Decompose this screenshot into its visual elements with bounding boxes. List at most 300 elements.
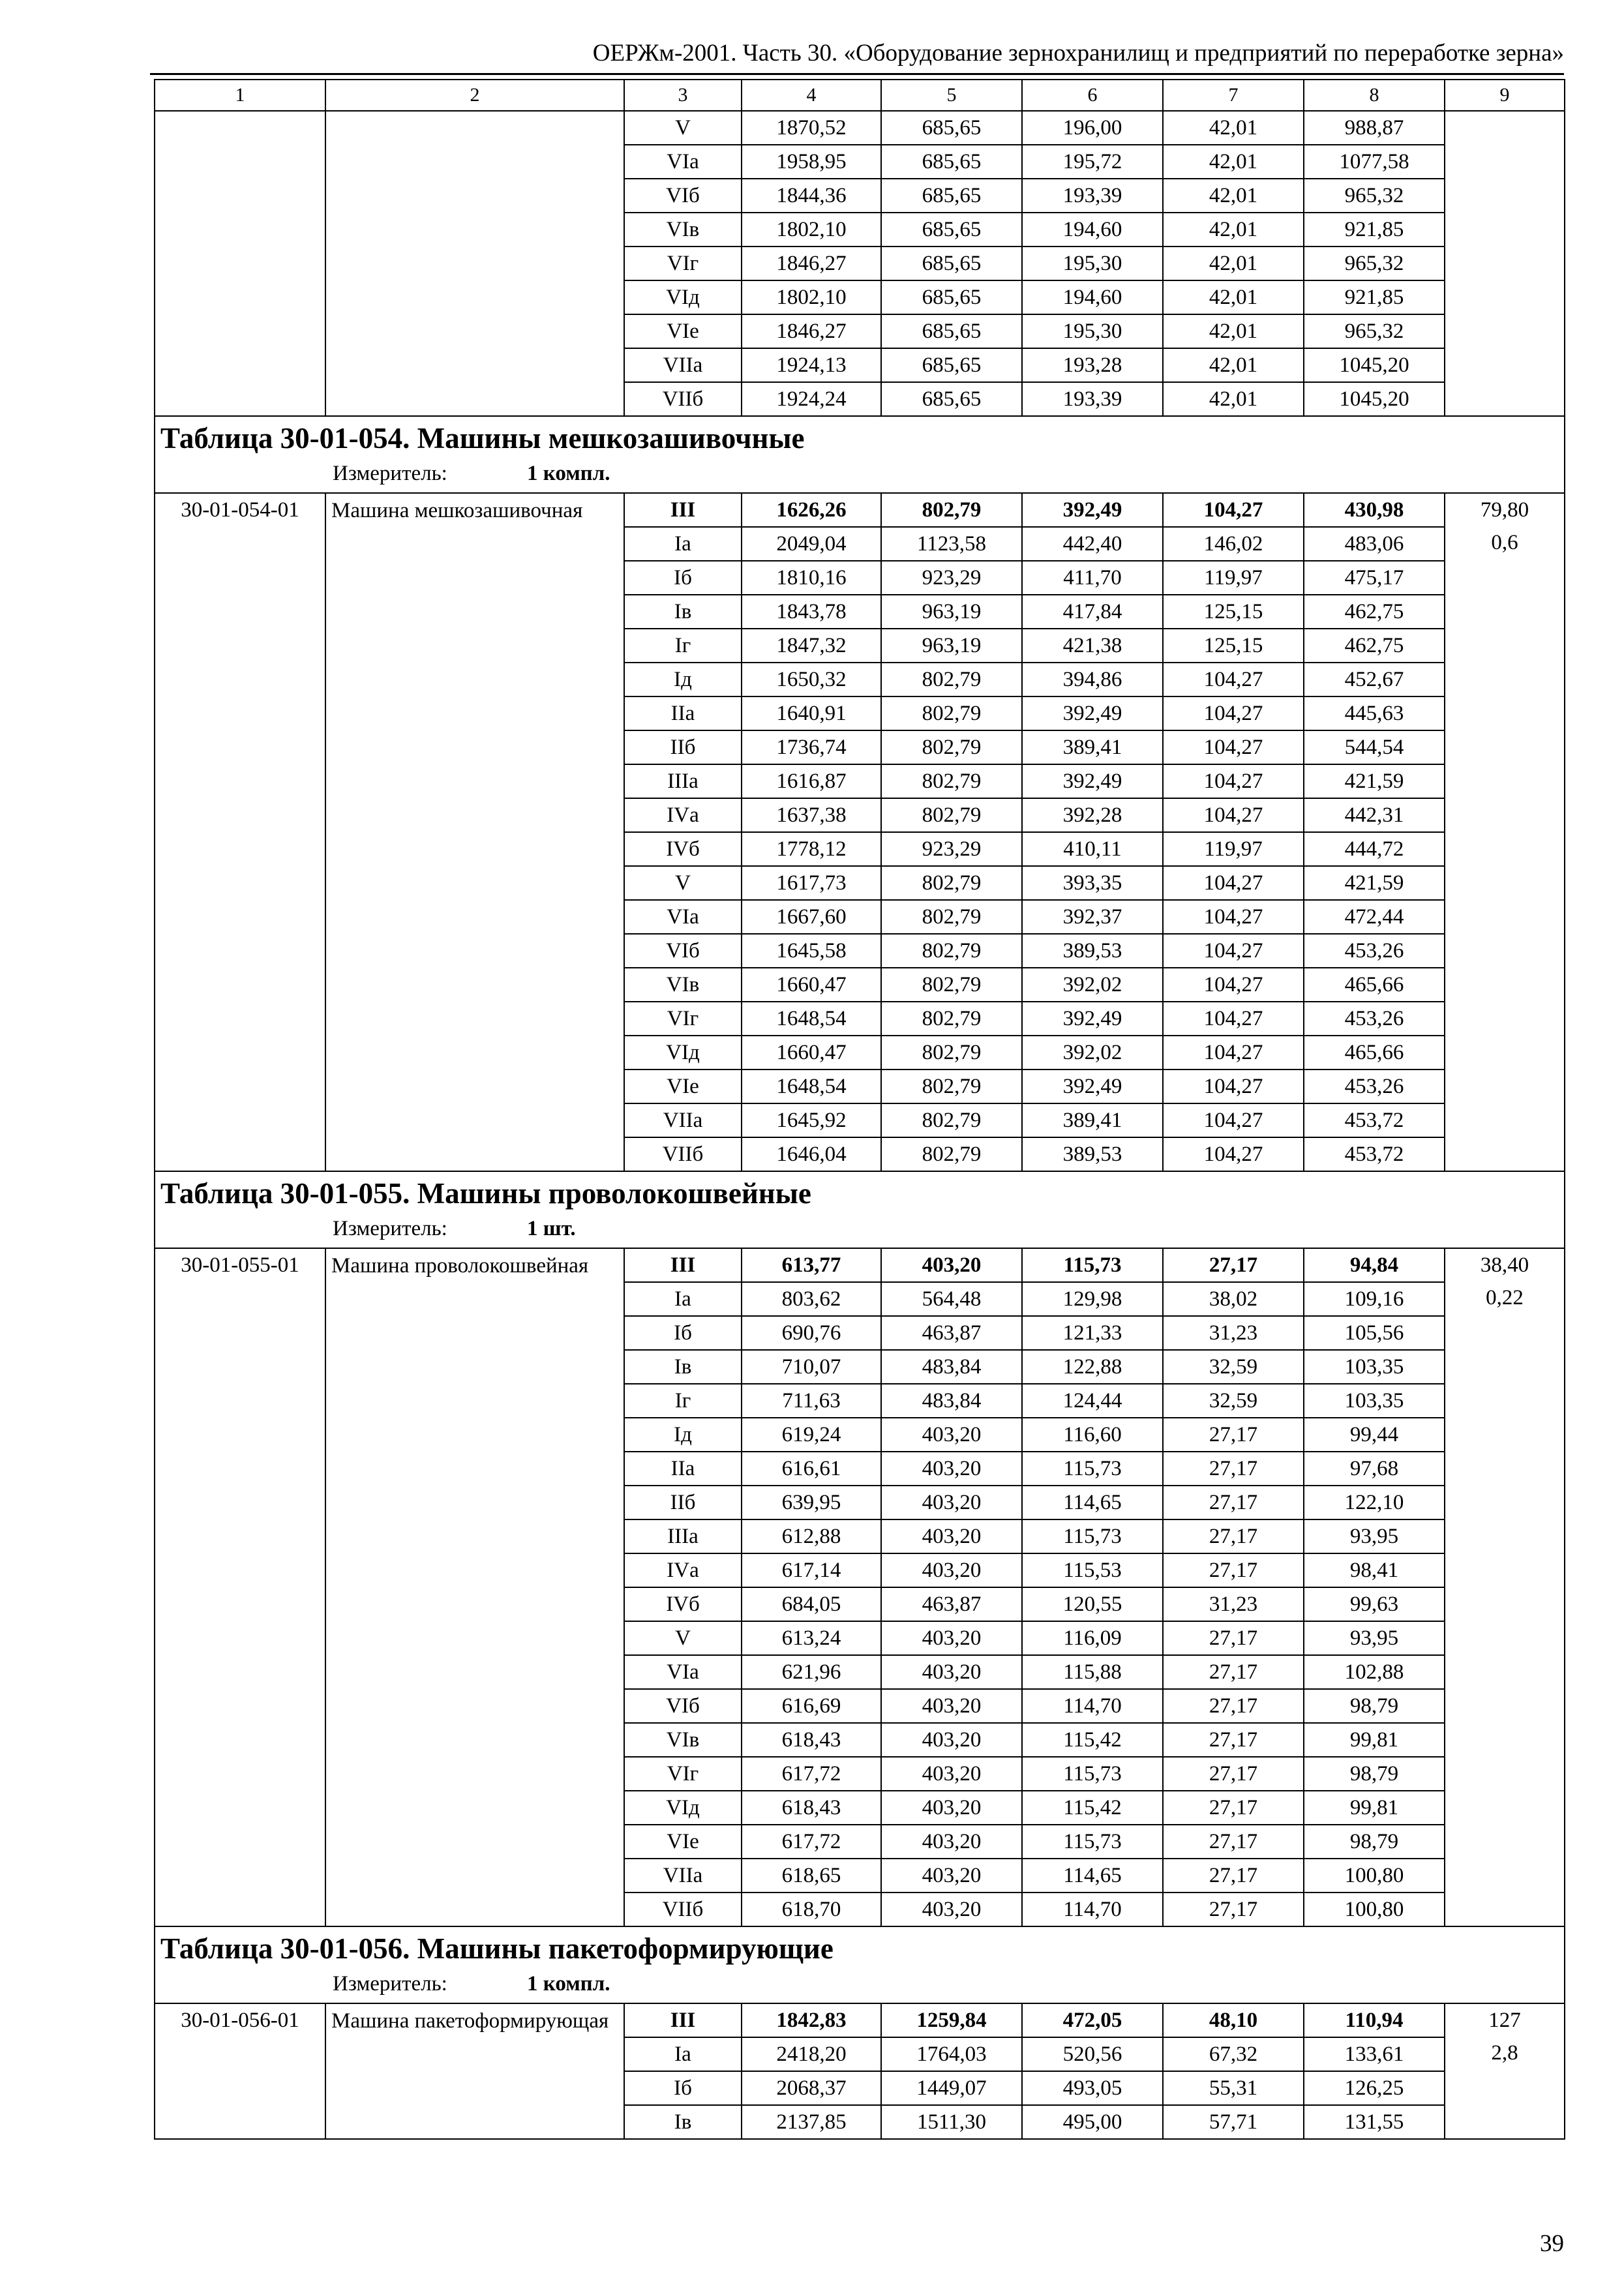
- value-cell: 617,72: [742, 1825, 881, 1859]
- unit-line: [160, 458, 1559, 488]
- value-cell: 104,27: [1163, 764, 1304, 798]
- value-cell: 453,26: [1304, 934, 1445, 968]
- value-cell: 430,98: [1304, 493, 1445, 527]
- unit-value: 1 шт.: [527, 1217, 576, 1240]
- value-cell: 193,28: [1022, 348, 1163, 382]
- value-cell: 392,49: [1022, 493, 1163, 527]
- value-cell: 639,95: [742, 1486, 881, 1519]
- column-number: 3: [624, 80, 742, 111]
- value-cell: 403,20: [881, 1757, 1022, 1791]
- value-cell: 57,71: [1163, 2105, 1304, 2139]
- section-title: Таблица 30-01-054. Машины мешкозашивочные: [160, 422, 805, 455]
- value-cell: 403,20: [881, 1418, 1022, 1452]
- value-cell: 1045,20: [1304, 348, 1445, 382]
- value-cell: 1778,12: [742, 832, 881, 866]
- value-cell: 120,55: [1022, 1587, 1163, 1621]
- value-cell: 495,00: [1022, 2105, 1163, 2139]
- zone-cell: VIб: [624, 179, 742, 213]
- value-cell: 97,68: [1304, 1452, 1445, 1486]
- zone-cell: IVб: [624, 1587, 742, 1621]
- value-cell: 802,79: [881, 663, 1022, 696]
- value-cell: 1617,73: [742, 866, 881, 900]
- value-cell: 27,17: [1163, 1757, 1304, 1791]
- col9-value: 38,40: [1480, 1253, 1529, 1277]
- value-cell: 103,35: [1304, 1384, 1445, 1418]
- value-cell: 465,66: [1304, 968, 1445, 1002]
- value-cell: 802,79: [881, 493, 1022, 527]
- value-cell: 963,19: [881, 595, 1022, 629]
- value-cell: 403,20: [881, 1825, 1022, 1859]
- value-cell: 690,76: [742, 1316, 881, 1350]
- value-cell: 1646,04: [742, 1137, 881, 1171]
- unit-line: [160, 1214, 1559, 1244]
- value-cell: 126,25: [1304, 2071, 1445, 2105]
- value-cell: 389,53: [1022, 934, 1163, 968]
- value-cell: 115,73: [1022, 1757, 1163, 1791]
- zone-cell: Iг: [624, 629, 742, 663]
- value-cell: 122,88: [1022, 1350, 1163, 1384]
- value-cell: 194,60: [1022, 213, 1163, 247]
- zone-cell: Iб: [624, 1316, 742, 1350]
- value-cell: 1667,60: [742, 900, 881, 934]
- section-header-row: [155, 416, 1565, 493]
- zone-cell: III: [624, 493, 742, 527]
- value-cell: 104,27: [1163, 798, 1304, 832]
- value-cell: 131,55: [1304, 2105, 1445, 2139]
- value-cell: 104,27: [1163, 696, 1304, 730]
- zone-cell: VIб: [624, 934, 742, 968]
- item-name: Машина проволокошвейная: [325, 1248, 624, 1926]
- value-cell: 27,17: [1163, 1723, 1304, 1757]
- value-cell: 104,27: [1163, 1137, 1304, 1171]
- value-cell: 27,17: [1163, 1452, 1304, 1486]
- rate-code: 30-01-054-01: [155, 493, 325, 1171]
- value-cell: 42,01: [1163, 314, 1304, 348]
- value-cell: 27,17: [1163, 1248, 1304, 1282]
- value-cell: 392,02: [1022, 968, 1163, 1002]
- zone-cell: VIа: [624, 900, 742, 934]
- value-cell: 115,42: [1022, 1723, 1163, 1757]
- value-cell: 403,20: [881, 1452, 1022, 1486]
- value-cell: 463,87: [881, 1316, 1022, 1350]
- value-cell: 1045,20: [1304, 382, 1445, 416]
- zone-cell: VIе: [624, 314, 742, 348]
- value-cell: 923,29: [881, 561, 1022, 595]
- zone-cell: VIв: [624, 968, 742, 1002]
- value-cell: 462,75: [1304, 595, 1445, 629]
- zone-cell: Iв: [624, 1350, 742, 1384]
- zone-cell: VIа: [624, 145, 742, 179]
- value-cell: 115,73: [1022, 1825, 1163, 1859]
- zone-cell: IIб: [624, 1486, 742, 1519]
- rate-code: 30-01-056-01: [155, 2003, 325, 2139]
- value-cell: 618,65: [742, 1859, 881, 1893]
- column-number: 7: [1163, 80, 1304, 111]
- value-cell: 55,31: [1163, 2071, 1304, 2105]
- value-cell: 403,20: [881, 1893, 1022, 1926]
- column-number: 1: [155, 80, 325, 111]
- zone-cell: VIг: [624, 247, 742, 280]
- value-cell: 1650,32: [742, 663, 881, 696]
- value-cell: 483,06: [1304, 527, 1445, 561]
- value-cell: 1846,27: [742, 247, 881, 280]
- value-cell: 685,65: [881, 145, 1022, 179]
- price-table: [154, 79, 1565, 2140]
- value-cell: 146,02: [1163, 527, 1304, 561]
- value-cell: 195,30: [1022, 314, 1163, 348]
- value-cell: 114,70: [1022, 1689, 1163, 1723]
- value-cell: 493,05: [1022, 2071, 1163, 2105]
- value-cell: 115,73: [1022, 1248, 1163, 1282]
- value-cell: 462,75: [1304, 629, 1445, 663]
- section-header-row: [155, 1926, 1565, 2003]
- zone-cell: VIIа: [624, 1859, 742, 1893]
- value-cell: 195,30: [1022, 247, 1163, 280]
- zone-cell: VIе: [624, 1825, 742, 1859]
- value-cell: 98,79: [1304, 1689, 1445, 1723]
- unit-value: 1 компл.: [527, 462, 610, 485]
- value-cell: 27,17: [1163, 1825, 1304, 1859]
- zone-cell: IVб: [624, 832, 742, 866]
- value-cell: 119,97: [1163, 561, 1304, 595]
- value-cell: 105,56: [1304, 1316, 1445, 1350]
- name-cell-empty: [325, 111, 624, 416]
- value-cell: 389,41: [1022, 730, 1163, 764]
- running-header: ОЕРЖм-2001. Часть 30. «Оборудование зернохранилищ и предприятий по переработке зерна»: [592, 40, 1564, 67]
- value-cell: 403,20: [881, 1689, 1022, 1723]
- value-cell: 93,95: [1304, 1519, 1445, 1553]
- value-cell: 42,01: [1163, 213, 1304, 247]
- value-cell: 802,79: [881, 730, 1022, 764]
- value-cell: 1802,10: [742, 280, 881, 314]
- value-cell: 104,27: [1163, 934, 1304, 968]
- value-cell: 923,29: [881, 832, 1022, 866]
- value-cell: 403,20: [881, 1859, 1022, 1893]
- value-cell: 463,87: [881, 1587, 1022, 1621]
- zone-cell: IIа: [624, 1452, 742, 1486]
- zone-cell: VIIа: [624, 1103, 742, 1137]
- value-cell: 104,27: [1163, 1070, 1304, 1103]
- value-cell: 389,53: [1022, 1137, 1163, 1171]
- value-cell: 802,79: [881, 1137, 1022, 1171]
- value-cell: 802,79: [881, 1103, 1022, 1137]
- value-cell: 421,59: [1304, 764, 1445, 798]
- value-cell: 115,73: [1022, 1452, 1163, 1486]
- value-cell: 452,67: [1304, 663, 1445, 696]
- zone-cell: VIб: [624, 1689, 742, 1723]
- value-cell: 685,65: [881, 247, 1022, 280]
- value-cell: 618,43: [742, 1791, 881, 1825]
- value-cell: 125,15: [1163, 629, 1304, 663]
- value-cell: 963,19: [881, 629, 1022, 663]
- value-cell: 1259,84: [881, 2003, 1022, 2037]
- value-cell: 613,77: [742, 1248, 881, 1282]
- value-cell: 394,86: [1022, 663, 1163, 696]
- zone-cell: IIIа: [624, 1519, 742, 1553]
- value-cell: 965,32: [1304, 314, 1445, 348]
- value-cell: 621,96: [742, 1655, 881, 1689]
- value-cell: 710,07: [742, 1350, 881, 1384]
- zone-cell: VIд: [624, 280, 742, 314]
- value-cell: 472,44: [1304, 900, 1445, 934]
- value-cell: 42,01: [1163, 247, 1304, 280]
- value-cell: 42,01: [1163, 145, 1304, 179]
- unit-value: 1 компл.: [527, 1972, 610, 1996]
- value-cell: 98,41: [1304, 1553, 1445, 1587]
- value-cell: 685,65: [881, 213, 1022, 247]
- value-cell: 27,17: [1163, 1486, 1304, 1519]
- value-cell: 392,49: [1022, 1002, 1163, 1036]
- value-cell: 193,39: [1022, 382, 1163, 416]
- value-cell: 544,54: [1304, 730, 1445, 764]
- value-cell: 802,79: [881, 1002, 1022, 1036]
- unit-label: Измеритель:: [333, 1217, 447, 1240]
- value-cell: 2049,04: [742, 527, 881, 561]
- value-cell: 1660,47: [742, 1036, 881, 1070]
- value-cell: 617,72: [742, 1757, 881, 1791]
- value-cell: 115,73: [1022, 1519, 1163, 1553]
- col9-cell-empty: [1445, 111, 1565, 416]
- value-cell: 104,27: [1163, 900, 1304, 934]
- value-cell: 100,80: [1304, 1893, 1445, 1926]
- value-cell: 403,20: [881, 1621, 1022, 1655]
- value-cell: 104,27: [1163, 493, 1304, 527]
- value-cell: 564,48: [881, 1282, 1022, 1316]
- value-cell: 1958,95: [742, 145, 881, 179]
- code-cell-empty: [155, 111, 325, 416]
- rate-code: 30-01-055-01: [155, 1248, 325, 1926]
- value-cell: 483,84: [881, 1350, 1022, 1384]
- value-cell: 103,35: [1304, 1350, 1445, 1384]
- value-cell: 685,65: [881, 179, 1022, 213]
- value-cell: 445,63: [1304, 696, 1445, 730]
- zone-cell: VIIб: [624, 382, 742, 416]
- zone-cell: VIд: [624, 1791, 742, 1825]
- value-cell: 453,72: [1304, 1137, 1445, 1171]
- column-number: 6: [1022, 80, 1163, 111]
- value-cell: 2137,85: [742, 2105, 881, 2139]
- value-cell: 114,65: [1022, 1486, 1163, 1519]
- value-cell: 1645,92: [742, 1103, 881, 1137]
- column-number: 9: [1445, 80, 1565, 111]
- zone-cell: V: [624, 1621, 742, 1655]
- section-header-row: [155, 1171, 1565, 1248]
- zone-cell: III: [624, 1248, 742, 1282]
- value-cell: 965,32: [1304, 247, 1445, 280]
- value-cell: 27,17: [1163, 1621, 1304, 1655]
- value-cell: 94,84: [1304, 1248, 1445, 1282]
- value-cell: 389,41: [1022, 1103, 1163, 1137]
- value-cell: 98,79: [1304, 1757, 1445, 1791]
- value-cell: 1736,74: [742, 730, 881, 764]
- value-cell: 421,38: [1022, 629, 1163, 663]
- zone-cell: Iа: [624, 2037, 742, 2071]
- value-cell: 100,80: [1304, 1859, 1445, 1893]
- value-cell: 921,85: [1304, 213, 1445, 247]
- value-cell: 403,20: [881, 1248, 1022, 1282]
- zone-cell: VIд: [624, 1036, 742, 1070]
- value-cell: 115,53: [1022, 1553, 1163, 1587]
- value-cell: 802,79: [881, 866, 1022, 900]
- zone-cell: IIа: [624, 696, 742, 730]
- value-cell: 616,69: [742, 1689, 881, 1723]
- zone-cell: IVа: [624, 798, 742, 832]
- value-cell: 114,70: [1022, 1893, 1163, 1926]
- value-cell: 104,27: [1163, 1103, 1304, 1137]
- value-cell: 27,17: [1163, 1553, 1304, 1587]
- value-cell: 2418,20: [742, 2037, 881, 2071]
- value-cell: 121,33: [1022, 1316, 1163, 1350]
- value-cell: 104,27: [1163, 866, 1304, 900]
- value-cell: 392,49: [1022, 696, 1163, 730]
- value-cell: 453,26: [1304, 1002, 1445, 1036]
- value-cell: 1648,54: [742, 1002, 881, 1036]
- value-cell: 453,26: [1304, 1070, 1445, 1103]
- table-row: [155, 2003, 1565, 2037]
- zone-cell: VIв: [624, 1723, 742, 1757]
- value-cell: 453,72: [1304, 1103, 1445, 1137]
- value-cell: 802,79: [881, 968, 1022, 1002]
- zone-cell: V: [624, 111, 742, 145]
- value-cell: 42,01: [1163, 382, 1304, 416]
- page-number: 39: [1540, 2230, 1564, 2257]
- value-cell: 802,79: [881, 1036, 1022, 1070]
- value-cell: 48,10: [1163, 2003, 1304, 2037]
- value-cell: 802,79: [881, 696, 1022, 730]
- value-cell: 618,43: [742, 1723, 881, 1757]
- value-cell: 685,65: [881, 314, 1022, 348]
- value-cell: 1843,78: [742, 595, 881, 629]
- zone-cell: Iг: [624, 1384, 742, 1418]
- value-cell: 31,23: [1163, 1316, 1304, 1350]
- value-cell: 392,49: [1022, 1070, 1163, 1103]
- col9-cell: [1445, 493, 1565, 1171]
- zone-cell: Iб: [624, 2071, 742, 2105]
- value-cell: 421,59: [1304, 866, 1445, 900]
- value-cell: 403,20: [881, 1486, 1022, 1519]
- zone-cell: Iв: [624, 595, 742, 629]
- value-cell: 711,63: [742, 1384, 881, 1418]
- zone-cell: VIг: [624, 1757, 742, 1791]
- zone-cell: Iа: [624, 1282, 742, 1316]
- zone-cell: V: [624, 866, 742, 900]
- value-cell: 612,88: [742, 1519, 881, 1553]
- value-cell: 67,32: [1163, 2037, 1304, 2071]
- zone-cell: VIв: [624, 213, 742, 247]
- value-cell: 685,65: [881, 382, 1022, 416]
- value-cell: 115,42: [1022, 1791, 1163, 1825]
- value-cell: 613,24: [742, 1621, 881, 1655]
- value-cell: 411,70: [1022, 561, 1163, 595]
- value-cell: 1924,24: [742, 382, 881, 416]
- value-cell: 802,79: [881, 764, 1022, 798]
- table-row: [155, 493, 1565, 527]
- zone-cell: Iб: [624, 561, 742, 595]
- value-cell: 475,17: [1304, 561, 1445, 595]
- value-cell: 392,28: [1022, 798, 1163, 832]
- value-cell: 110,94: [1304, 2003, 1445, 2037]
- value-cell: 403,20: [881, 1519, 1022, 1553]
- value-cell: 403,20: [881, 1723, 1022, 1757]
- value-cell: 99,44: [1304, 1418, 1445, 1452]
- value-cell: 98,79: [1304, 1825, 1445, 1859]
- value-cell: 27,17: [1163, 1859, 1304, 1893]
- value-cell: 42,01: [1163, 348, 1304, 382]
- column-number: 4: [742, 80, 881, 111]
- value-cell: 392,37: [1022, 900, 1163, 934]
- value-cell: 104,27: [1163, 1002, 1304, 1036]
- value-cell: 119,97: [1163, 832, 1304, 866]
- value-cell: 104,27: [1163, 663, 1304, 696]
- value-cell: 102,88: [1304, 1655, 1445, 1689]
- zone-cell: VIIа: [624, 348, 742, 382]
- header-rule: [150, 73, 1564, 75]
- column-number-row: [155, 80, 1565, 111]
- value-cell: 1626,26: [742, 493, 881, 527]
- zone-cell: VIIб: [624, 1137, 742, 1171]
- value-cell: 196,00: [1022, 111, 1163, 145]
- value-cell: 417,84: [1022, 595, 1163, 629]
- value-cell: 116,60: [1022, 1418, 1163, 1452]
- value-cell: 472,05: [1022, 2003, 1163, 2037]
- value-cell: 42,01: [1163, 111, 1304, 145]
- value-cell: 1123,58: [881, 527, 1022, 561]
- value-cell: 193,39: [1022, 179, 1163, 213]
- value-cell: 133,61: [1304, 2037, 1445, 2071]
- value-cell: 42,01: [1163, 280, 1304, 314]
- value-cell: 32,59: [1163, 1350, 1304, 1384]
- value-cell: 116,09: [1022, 1621, 1163, 1655]
- value-cell: 1844,36: [742, 179, 881, 213]
- section-title: Таблица 30-01-055. Машины проволокошвейные: [160, 1177, 811, 1210]
- value-cell: 124,44: [1022, 1384, 1163, 1418]
- value-cell: 1648,54: [742, 1070, 881, 1103]
- zone-cell: VIе: [624, 1070, 742, 1103]
- value-cell: 122,10: [1304, 1486, 1445, 1519]
- unit-label: Измеритель:: [333, 1972, 447, 1996]
- value-cell: 93,95: [1304, 1621, 1445, 1655]
- value-cell: 1870,52: [742, 111, 881, 145]
- table-row: [155, 111, 1565, 145]
- column-number: 8: [1304, 80, 1445, 111]
- value-cell: 802,79: [881, 798, 1022, 832]
- value-cell: 684,05: [742, 1587, 881, 1621]
- value-cell: 1449,07: [881, 2071, 1022, 2105]
- value-cell: 99,63: [1304, 1587, 1445, 1621]
- value-cell: 32,59: [1163, 1384, 1304, 1418]
- value-cell: 114,65: [1022, 1859, 1163, 1893]
- value-cell: 802,79: [881, 900, 1022, 934]
- value-cell: 618,70: [742, 1893, 881, 1926]
- column-number: 5: [881, 80, 1022, 111]
- zone-cell: IVа: [624, 1553, 742, 1587]
- zone-cell: Iд: [624, 663, 742, 696]
- value-cell: 403,20: [881, 1553, 1022, 1587]
- item-name: Машина мешкозашивочная: [325, 493, 624, 1171]
- zone-cell: Iв: [624, 2105, 742, 2139]
- col9-cell: [1445, 2003, 1565, 2139]
- value-cell: 1616,87: [742, 764, 881, 798]
- value-cell: 988,87: [1304, 111, 1445, 145]
- zone-cell: VIIб: [624, 1893, 742, 1926]
- value-cell: 465,66: [1304, 1036, 1445, 1070]
- value-cell: 115,88: [1022, 1655, 1163, 1689]
- value-cell: 442,31: [1304, 798, 1445, 832]
- section-title: Таблица 30-01-056. Машины пакетоформирующие: [160, 1932, 834, 1965]
- value-cell: 27,17: [1163, 1519, 1304, 1553]
- value-cell: 27,17: [1163, 1791, 1304, 1825]
- table-row: [155, 1248, 1565, 1282]
